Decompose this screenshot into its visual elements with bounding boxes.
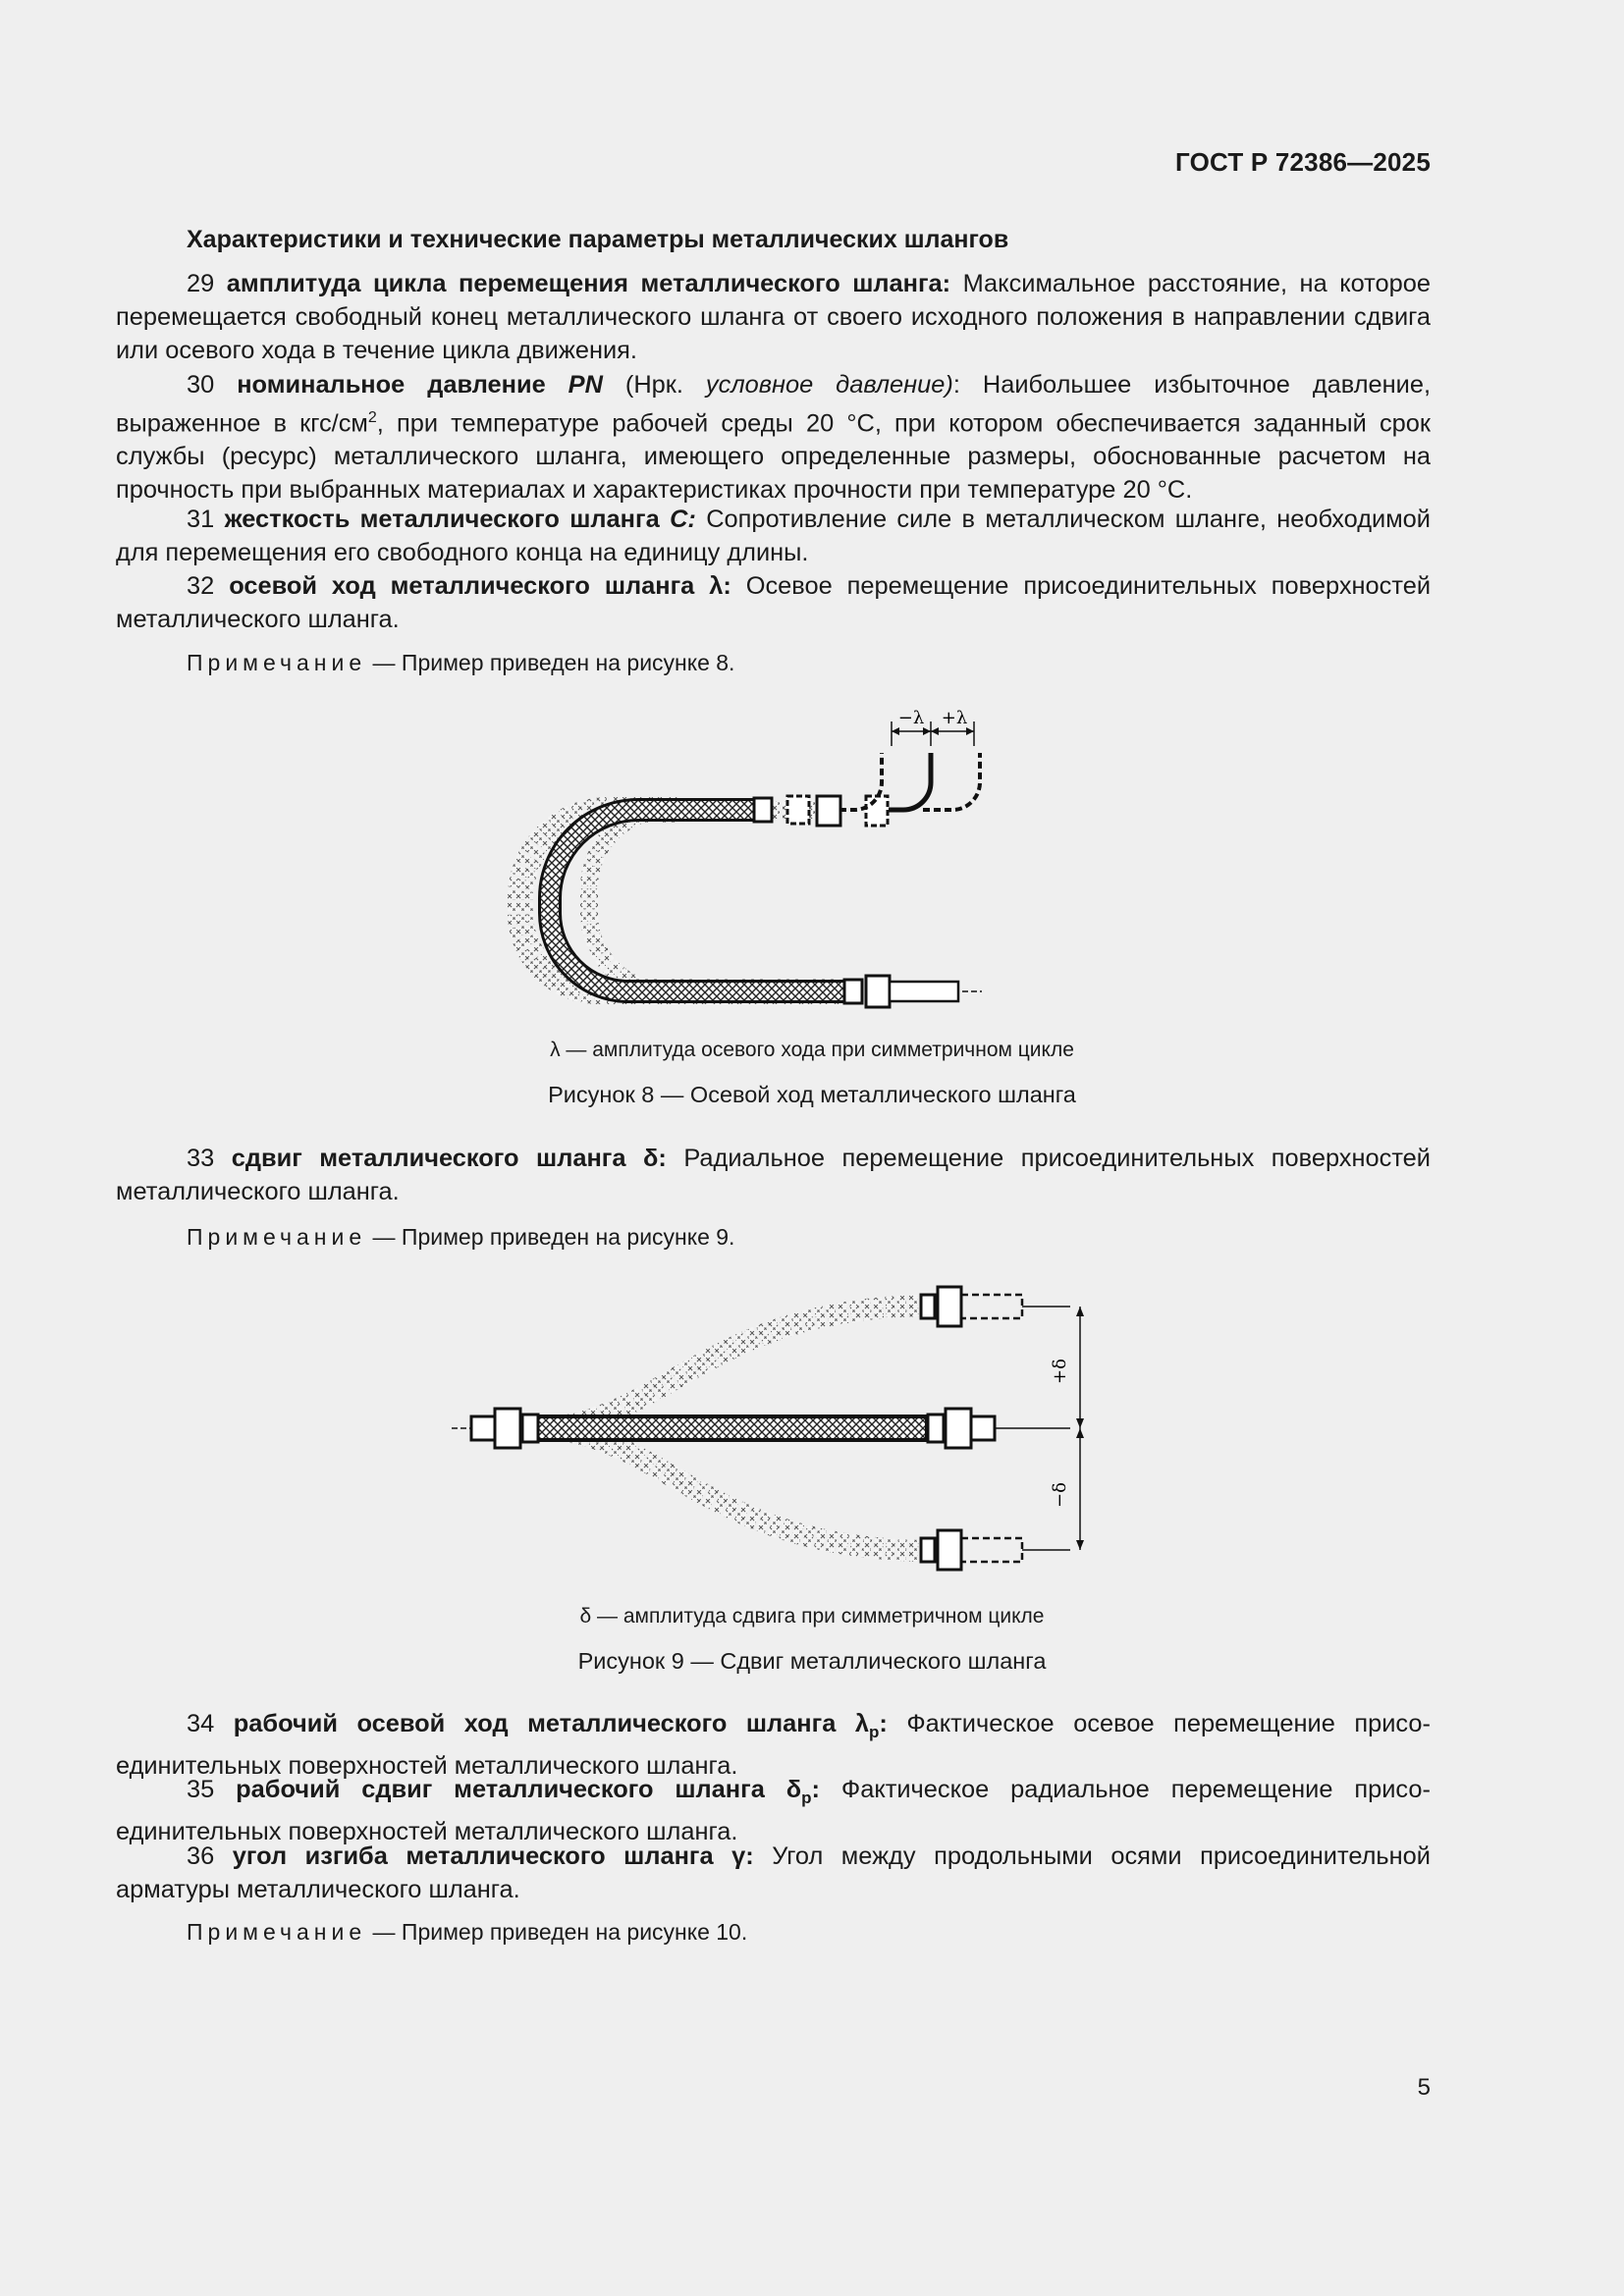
figure-9-legend: δ — амплитуда сдвига при симметричном цикле [579, 1605, 1045, 1628]
document-header: ГОСТ Р 72386—2025 [1175, 147, 1431, 177]
term-36-definition: Угол между продольными осями присоединительной арматуры металлического шланга. [116, 1842, 1431, 1903]
term-33: 33 сдвиг металлического шланга δ: Радиальное перемещение присоединительных поверхностей металлического шланга. [116, 1145, 1431, 1205]
term-32-name: осевой ход металлического шланга λ: [229, 572, 731, 600]
figure-8-drawing [501, 702, 1051, 1016]
label-plus-lambda: +λ [941, 708, 968, 728]
term-32: 32 осевой ход металлического шланга λ: Осевое перемещение присоединительных поверхностей металлического шланга. [116, 572, 1432, 633]
term-32-definition: Осевое перемещение присоединительных поверхностей металлического шланга. [116, 572, 1432, 633]
term-34-name: рабочий осевой ход металлического шланга $\lambda_р$: [233, 1710, 888, 1742]
term-34: 34 рабочий осевой ход металлического шланга $\lambda_р$: Фактическое осевое перемещение присоединительных поверхностей металлического шланга. [116, 1710, 1431, 1781]
figure-9-drawing [452, 1271, 1110, 1585]
term-30: 30 номинальное давление PN (Нрк. условное давление): Наибольшее избыточное давление, выраженное в кгс/$см^2$, при температуре рабочей среды 20 °С, при котором обеспечивается заданный срок службы (ресурс) металлического шланга, имеющего определенные размеры, обоснованные расчетом на прочность при выбранных материалах и характеристиках прочности при температуре 20 °С. [116, 371, 1432, 505]
term-36-name: угол изгиба металлического шланга γ: [232, 1842, 754, 1870]
term-29-name: амплитуда цикла перемещения металлического шланга: [226, 270, 951, 297]
note-figure-8: Примечание — Пример приведен на рисунке 8. [187, 650, 735, 675]
term-31-definition: Сопротивление силе в металлическом шланге, необходимой для перемещения его свободного конца на единицу длины. [116, 506, 1431, 566]
figure-9-caption: Рисунок 9 — Сдвиг металлического шланга [577, 1648, 1047, 1674]
label-plus-delta: +δ [1050, 1359, 1070, 1384]
term-31: 31 жесткость металлического шланга C: Сопротивление силе в металлическом шланге, необходимой для перемещения его свободного конца на единицу длины. [116, 506, 1431, 566]
figure-8-legend: λ — амплитуда осевого хода при симметричном цикле [550, 1039, 1074, 1061]
note-figure-10: Примечание — Пример приведен на рисунке 10. [187, 1919, 748, 1945]
term-30-symbol: PN [568, 371, 603, 399]
term-31-name: жесткость металлического шланга [224, 506, 660, 533]
term-36: 36 угол изгиба металлического шланга γ: Угол между продольными осями присоединительной арматуры металлического шланга. [116, 1842, 1431, 1903]
term-29: 29 амплитуда цикла перемещения металлического шланга: Максимальное расстояние, на которое перемещается свободный конец металлического шланга от своего исходного положения в направлении сдвига или осевого хода в течение цикла движения. [116, 270, 1431, 364]
term-34-definition: Фактическое осевое перемещение присоединительных поверхностей металлического шланга. [116, 1710, 1431, 1781]
term-33-definition: Радиальное перемещение присоединительных поверхностей металлического шланга. [116, 1145, 1431, 1205]
figure-8-caption: Рисунок 8 — Осевой ход металлического шланга [548, 1082, 1076, 1107]
term-33-name: сдвиг металлического шланга δ: [231, 1145, 667, 1172]
note-figure-9: Примечание — Пример приведен на рисунке 9. [187, 1224, 735, 1250]
page-number: 5 [1417, 2074, 1431, 2101]
term-30-definition: Наибольшее избыточное давление, выраженное в кгс/см [116, 371, 1432, 438]
term-29-definition: Максимальное расстояние, на которое перемещается свободный конец металлического шланга от своего исходного положения в направлении сдвига или осевого хода в течение цикла движения. [116, 270, 1431, 364]
term-31-symbol: C: [670, 506, 696, 533]
term-35-name: рабочий сдвиг металлического шланга $\delta_р$: [236, 1776, 820, 1808]
term-30-name: номинальное давление [237, 371, 546, 399]
term-35-definition: Фактическое радиальное перемещение присоединительных поверхностей металлического шланга. [116, 1776, 1431, 1846]
section-title: Характеристики и технические параметры металлических шлангов [187, 226, 1009, 253]
label-minus-lambda: −λ [897, 708, 925, 728]
label-minus-delta: −δ [1050, 1482, 1070, 1508]
term-35: 35 рабочий сдвиг металлического шланга $\delta_р$: Фактическое радиальное перемещение присоединительных поверхностей металлического шланга. [116, 1776, 1431, 1846]
